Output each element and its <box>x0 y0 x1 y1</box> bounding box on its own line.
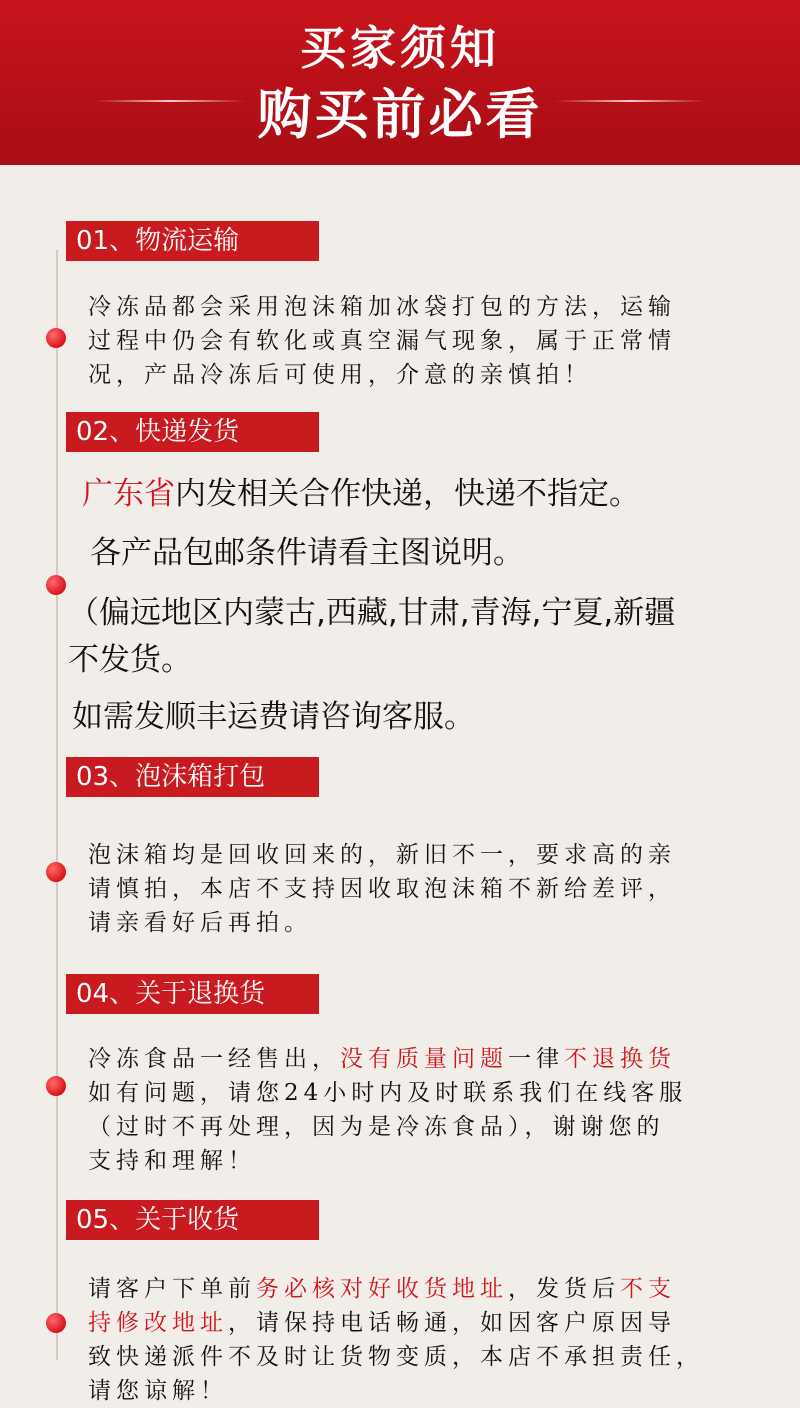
section-01-badge: 01、物流运输 <box>66 221 319 261</box>
header-banner <box>0 0 800 165</box>
header-subtitle: 购买前必看 <box>257 82 543 146</box>
section-02-badge: 02、快递发货 <box>66 412 319 452</box>
region-highlight: 广东省 <box>82 476 175 512</box>
section-03-bullet-icon <box>46 862 66 882</box>
no-change-highlight: 不支 <box>620 1276 676 1302</box>
section-02-line-2: 各产品包邮条件请看主图说明。 <box>90 535 524 571</box>
section-02-line-4: 不发货。 <box>68 642 192 678</box>
section-05-line-3: 致快递派件不及时让货物变质，本店不承担责任， <box>88 1344 704 1370</box>
no-change-highlight-cont: 持修改地址 <box>88 1310 228 1336</box>
section-04-text-c: 一律 <box>508 1046 564 1072</box>
section-05-line-2 <box>88 1306 768 1340</box>
section-03-text <box>88 838 768 940</box>
section-03-badge: 03、泡沫箱打包 <box>66 757 319 797</box>
section-01-text <box>88 290 768 392</box>
no-return-highlight: 不退换货 <box>564 1046 676 1072</box>
section-02-bullet-icon <box>46 575 66 595</box>
section-04-line-2: 如有问题，请您24小时内及时联系我们在线客服 <box>88 1080 688 1106</box>
section-03-line: 泡沫箱均是回收回来的，新旧不一，要求高的亲 <box>88 842 676 868</box>
section-01-line: 况，产品冷冻后可使用，介意的亲慎拍！ <box>88 362 592 388</box>
section-04-text <box>88 1042 768 1178</box>
quality-issue-highlight: 没有质量问题 <box>340 1046 508 1072</box>
section-04-text-a: 冷冻食品一经售出， <box>88 1046 340 1072</box>
section-02-line-3: （偏远地区内蒙古,西藏,甘肃,青海,宁夏,新疆 <box>68 595 676 631</box>
section-02-line-5: 如需发顺丰运费请咨询客服。 <box>72 699 475 735</box>
verify-address-highlight: 务必核对好收货地址 <box>256 1276 508 1302</box>
header-title: 买家须知 <box>300 21 500 75</box>
section-03-line: 请亲看好后再拍。 <box>88 910 312 936</box>
section-04-line-3: （过时不再处理，因为是冷冻食品），谢谢您的 <box>88 1114 665 1140</box>
section-05-text-a: 请客户下单前 <box>88 1276 256 1302</box>
section-05-badge: 05、关于收货 <box>66 1200 319 1240</box>
section-02-line-1-rest: 内发相关合作快递，快递不指定。 <box>175 476 640 512</box>
section-04-line-4: 支持和理解！ <box>88 1148 256 1174</box>
section-05-text-e: ，请保持电话畅通，如因客户原因导 <box>228 1310 676 1336</box>
section-01-line: 冷冻品都会采用泡沫箱加冰袋打包的方法，运输 <box>88 294 676 320</box>
section-01-bullet-icon <box>46 328 66 348</box>
section-04-bullet-icon <box>46 1076 66 1096</box>
section-05-text-c: ，发货后 <box>508 1276 620 1302</box>
section-05-line-1 <box>88 1272 768 1306</box>
section-02-line-1 <box>82 474 640 514</box>
timeline-line <box>56 250 58 1360</box>
section-05-bullet-icon <box>46 1313 66 1333</box>
section-05-text <box>88 1272 768 1408</box>
section-04-line-1 <box>88 1042 768 1076</box>
section-05-line-4: 请您谅解！ <box>88 1378 228 1404</box>
section-04-badge: 04、关于退换货 <box>66 974 319 1014</box>
section-03-line: 请慎拍，本店不支持因收取泡沫箱不新给差评， <box>88 876 676 902</box>
section-01-line: 过程中仍会有软化或真空漏气现象，属于正常情 <box>88 328 676 354</box>
